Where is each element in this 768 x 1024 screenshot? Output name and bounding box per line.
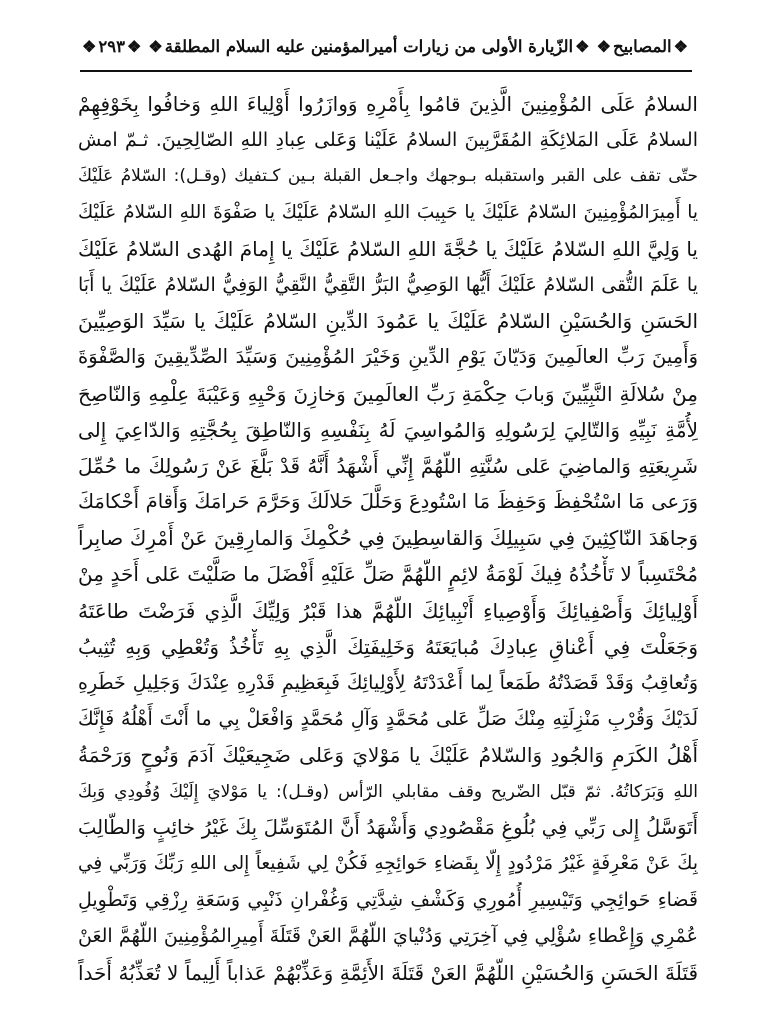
- text-line: اللهِ وَبَرَكاتُهُ. ثمّ قبّل الضّريح وقف مقابلي الرّأس (وقـل): يا مَوْلايَ إِلَيْكَ وُفُودِي وَبِكَ: [78, 781, 698, 802]
- text-line: مِنْ سُلالَةِ النَّبِيِّينَ وَبابَ حِكْمَةِ رَبِّ العالَمِينَ وَخازِنَ وَحْيِهِ وَعَيْبَةَ عِلْمِهِ وَالنّاصِحَ: [78, 381, 698, 406]
- text-line: يا أَمِيرَالمُؤْمِنِينَ السّلامُ عَلَيْكَ يا حَبِيبَ اللهِ السّلامُ عَلَيْكَ يا صَفْوَةَ اللهِ السّلامُ عَلَيْكَ: [78, 201, 698, 223]
- text-line: لَدَيْكَ وَقُرْبِ مَنْزِلَتِهِ مِنْكَ صَلِّ عَلى مُحَمَّدٍ وَآلِ مُحَمَّدٍ وَافْعَلْ بِي ما أَنْتَ أَهْلُهُ فَإِنَّكَ: [78, 708, 698, 731]
- text-line: أَهْلُ الكَرَمِ وَالجُودِ وَالسّلامُ عَلَيْكَ يا مَوْلايَ وَعَلى ضَجِيعَيْكَ آدَمَ وَنُوحٍ وَرَحْمَةُ: [78, 743, 698, 768]
- text-line: يا وَلِيَّ اللهِ السّلامُ عَلَيْكَ يا حُجَّةَ اللهِ السّلامُ عَلَيْكَ يا إِمامَ الهُدى السّلامُ عَلَيْكَ: [78, 236, 698, 261]
- text-line: وَتُعاقِبُ وَقَدْ قَصَدْتُهُ طَمَعاً لِما أَعْدَدْتَهُ لِأَوْلِيائِكَ فَبِعَظِيمِ قَدْرِهِ عِنْدَكَ وَجَلِيلِ خَطَرِهِ: [78, 672, 698, 694]
- text-line: السلامُ عَلَى المُؤْمِنِينَ الَّذِينَ قامُوا بِأَمْرِهِ وَوازَرُوا أَوْلِياءَ اللهِ وَخافُوا بِخَوْفِهِمْ: [78, 92, 698, 116]
- page-header: [80, 26, 690, 66]
- book-title: ❖المصابيح❖: [596, 36, 688, 56]
- body-text: [78, 86, 698, 991]
- ornament-icon: ❖: [596, 36, 611, 56]
- text-line: يا عَلَمَ التُّقى السّلامُ عَلَيْكَ أَيُّها الوَصِيُّ البَرُّ التَّقِيُّ النَّقِيُّ الوَفِيُّ السّلامُ عَلَيْكَ يا أَبَا: [78, 273, 698, 296]
- text-line: وَجَعَلْتَ فِي أَعْناقِ عِبادِكَ مُبايَعَتَهُ وَخَلِيفَتِكَ الَّذِي بِهِ تَأْخُذُ وَتُعْطِي وَبِهِ تُثِيبُ: [78, 634, 698, 659]
- text-line: قَتَلَةَ الحَسَنِ وَالحُسَيْنِ اللّهُمَّ العَنْ قَتَلَةَ الأَئِمَّةِ وَعَذِّبْهُمْ عَذاباً أَلِيماً لا تُعَذِّبُهُ أَحَداً: [78, 960, 698, 985]
- text-line: وَرَعى مَا اسْتُحْفِظَ وَحَفِظَ مَا اسْتُودِعَ وَحَلَّلَ حَلالَكَ وَحَرَّمَ حَرامَكَ وَأَقامَ أَحْكامَكَ: [78, 490, 698, 514]
- text-line: وَجاهَدَ النّاكِثِينَ فِي سَبِيلِكَ وَالقاسِطِينَ فِي حُكْمِكَ وَالمارِقِينَ عَنْ أَمْرِكَ صابِراً: [78, 526, 698, 551]
- text-line: السلامُ عَلَى المَلائِكَةِ المُقَرَّبِينَ السلامُ عَلَيْنا وَعَلى عِبادِ اللهِ الصّالِحِينَ. ثـمّ امش: [78, 129, 698, 152]
- text-line: أَتَوَسَّلُ إِلى رَبِّي فِي بُلُوغِ مَقْصُودِي وَأَشْهَدُ أَنَّ المُتَوَسِّلَ بِكَ غَيْرُ خائِبٍ وَالطّالِبَ: [78, 815, 698, 839]
- ornament-icon: ❖: [82, 36, 97, 56]
- text-line: أَوْلِيائِكَ وَأَصْفِيائِكَ وَأَوْصِياءِ أَنْبِيائِكَ اللّهُمَّ هذا قَبْرُ وَلِيِّكَ الَّذِي فَرَضْتَ طاعَتَهُ: [78, 598, 698, 623]
- text-line: وَأَمِينَ رَبِّ العالَمِينَ وَدَيّانَ يَوْمِ الدِّينِ وَخَيْرَ المُؤْمِنِينَ وَسَيِّدَ الصِّدِّيقِينَ وَالصَّفْوَةَ: [78, 345, 698, 369]
- text-line: قَضاءِ حَوائِجِي وَتَيْسِيرِ أُمُورِي وَكَشْفِ شِدَّتِي وَغُفْرانِ ذَنْبِي وَسَعَةِ رِزْقِي وَتَطْوِيلِ: [78, 889, 698, 912]
- text-line: عُمْرِي وَإِعْطاءِ سُؤْلِي فِي آخِرَتِي وَدُنْيايَ اللّهُمَّ العَنْ قَتَلَةَ أَمِيرِالمُؤْمِنِينَ اللّهُمَّ العَنْ: [78, 925, 698, 948]
- page-number: ❖٢٩٣❖: [82, 36, 142, 56]
- header-divider: [80, 70, 692, 72]
- text-line: الحَسَنِ وَالحُسَيْنِ السّلامُ عَلَيْكَ يا عَمُودَ الدِّينِ السّلامُ عَلَيْكَ يا سَيِّدَ الوَصِيِّينَ: [78, 309, 698, 334]
- text-line: حتّى تقف على القبر واستقبله بـوجهك واجـعل القبلة بـين كـتفيك (وقـل): السّلامُ عَلَيْكَ: [78, 166, 698, 187]
- section-title: ❖الزّيارة الأولى من زيارات أميرالمؤمنين عليه السلام المطلقة❖: [148, 36, 590, 56]
- text-line: شَرِيعَتِهِ وَالماضِيَ عَلى سُنَّتِهِ اللّهُمَّ إِنِّي أَشْهَدُ أَنَّهُ قَدْ بَلَّغَ عَنْ رَسُولِكَ ما حُمِّلَ: [78, 453, 698, 478]
- ornament-icon: ❖: [126, 36, 142, 56]
- ornament-icon: ❖: [575, 36, 590, 56]
- text-line: لِأُمَّةِ نَبِيِّهِ وَالتّالِيَ لِرَسُولِهِ وَالمُواسِيَ لَهُ بِنَفْسِهِ وَالنّاطِقَ بِحُجَّتِهِ وَالدّاعِيَ إِلى: [78, 417, 698, 442]
- ornament-icon: ❖: [148, 36, 163, 56]
- ornament-icon: ❖: [673, 36, 688, 56]
- text-line: بِكَ عَنْ مَعْرِفَةٍ غَيْرُ مَرْدُودٍ إِلّا بِقَضاءِ حَوائِجِهِ فَكُنْ لِي شَفِيعاً إِلى اللهِ رَبِّكَ وَرَبِّي فِي: [78, 852, 698, 874]
- text-line: مُحْتَسِباً لا تَأْخُذُهُ فِيكَ لَوْمَةُ لائِمٍ اللّهُمَّ صَلِّ عَلَيْهِ أَفْضَلَ ما صَلَّيْتَ عَلى أَحَدٍ مِنْ: [78, 562, 698, 587]
